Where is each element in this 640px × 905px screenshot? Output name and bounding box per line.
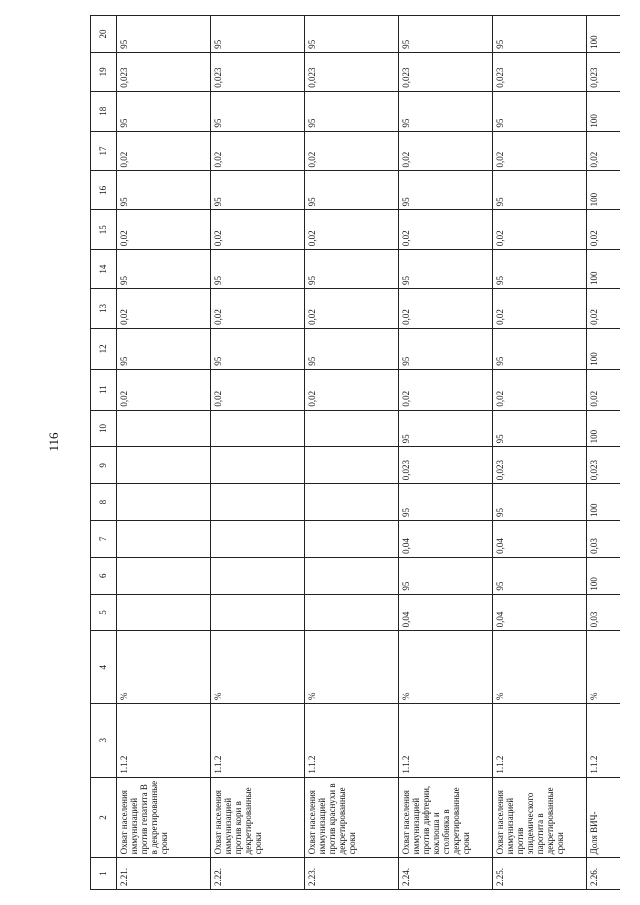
column-header: 6 xyxy=(91,557,117,594)
table-cell: 0,04 xyxy=(399,594,493,631)
column-header: 13 xyxy=(91,289,117,329)
table-cell: 95 xyxy=(117,91,211,131)
table-cell: 0,02 xyxy=(117,369,211,410)
table-cell: 95 xyxy=(117,328,211,369)
header-row xyxy=(91,16,117,890)
column-header: 9 xyxy=(91,447,117,484)
table-cell: 100 xyxy=(587,171,621,210)
data-table xyxy=(90,15,620,890)
table-cell: 0,04 xyxy=(493,594,587,631)
column-header: 15 xyxy=(91,210,117,250)
table-cell: 0,023 xyxy=(587,447,621,484)
table-row xyxy=(493,16,587,890)
table-cell: Охват населения иммунизацией против гепатита В в декретированные сроки xyxy=(117,777,211,858)
table-cell: 95 xyxy=(305,171,399,210)
table-cell xyxy=(117,447,211,484)
table-cell xyxy=(305,484,399,521)
table-cell: 95 xyxy=(117,16,211,53)
table-cell: 0,02 xyxy=(305,131,399,171)
table-cell: 0,02 xyxy=(399,210,493,250)
table-cell: 100 xyxy=(587,484,621,521)
table-cell: 0,02 xyxy=(399,289,493,329)
table-cell: 0,02 xyxy=(117,131,211,171)
column-header: 16 xyxy=(91,171,117,210)
table-cell: % xyxy=(493,631,587,704)
table-cell: 0,02 xyxy=(211,289,305,329)
table-cell: 1.1.2 xyxy=(493,703,587,777)
table-cell: 0,02 xyxy=(117,210,211,250)
column-header: 2 xyxy=(91,777,117,858)
table-cell: % xyxy=(305,631,399,704)
table-cell: 0,023 xyxy=(493,52,587,91)
column-header: 14 xyxy=(91,250,117,289)
table-cell: 95 xyxy=(305,250,399,289)
column-header: 11 xyxy=(91,369,117,410)
table-cell xyxy=(305,447,399,484)
table-cell: 0,02 xyxy=(211,210,305,250)
table-cell: 0,023 xyxy=(399,447,493,484)
table-cell: 0,02 xyxy=(399,131,493,171)
table-cell xyxy=(211,557,305,594)
table-cell: 95 xyxy=(399,171,493,210)
table-cell: 95 xyxy=(493,484,587,521)
table-cell: 0,023 xyxy=(399,52,493,91)
table-cell: 1.1.2 xyxy=(305,703,399,777)
table-cell xyxy=(117,410,211,447)
table-cell: 0,023 xyxy=(493,447,587,484)
table-cell: 0,02 xyxy=(587,369,621,410)
table-cell: % xyxy=(399,631,493,704)
table-cell: 2.24. xyxy=(399,858,493,890)
table-cell: 1.1.2 xyxy=(399,703,493,777)
table-cell: 100 xyxy=(587,557,621,594)
column-header: 17 xyxy=(91,131,117,171)
table-wrapper xyxy=(90,15,620,890)
table-cell xyxy=(211,594,305,631)
table-cell: 100 xyxy=(587,16,621,53)
table-cell xyxy=(211,410,305,447)
table-cell: 95 xyxy=(399,16,493,53)
table-cell xyxy=(117,521,211,558)
table-cell: 95 xyxy=(399,410,493,447)
column-header: 19 xyxy=(91,52,117,91)
table-cell: 0,02 xyxy=(493,289,587,329)
table-cell: 95 xyxy=(399,250,493,289)
table-cell xyxy=(117,557,211,594)
table-cell: 0,02 xyxy=(587,289,621,329)
table-cell: 95 xyxy=(493,16,587,53)
column-header: 3 xyxy=(91,703,117,777)
table-cell xyxy=(211,447,305,484)
table-cell: Охват населения иммунизацией против краснухи в декретированные сроки xyxy=(305,777,399,858)
table-cell xyxy=(305,594,399,631)
table-cell: 2.25. xyxy=(493,858,587,890)
table-cell: 0,02 xyxy=(211,131,305,171)
table-cell: 0,04 xyxy=(399,521,493,558)
table-cell: 0,02 xyxy=(211,369,305,410)
table-cell: 0,02 xyxy=(493,369,587,410)
table-cell xyxy=(305,410,399,447)
table-cell: 95 xyxy=(493,410,587,447)
table-cell xyxy=(211,484,305,521)
table-cell: 95 xyxy=(305,91,399,131)
table-row xyxy=(399,16,493,890)
table-cell xyxy=(211,521,305,558)
table-cell: 95 xyxy=(493,250,587,289)
table-cell: % xyxy=(117,631,211,704)
column-header: 1 xyxy=(91,858,117,890)
column-header: 18 xyxy=(91,91,117,131)
table-cell: 100 xyxy=(587,250,621,289)
table-cell: 0,02 xyxy=(305,369,399,410)
table-cell: 2.21. xyxy=(117,858,211,890)
table-cell: 0,02 xyxy=(587,210,621,250)
table-cell: 2.23. xyxy=(305,858,399,890)
table-cell: 95 xyxy=(305,16,399,53)
table-cell xyxy=(305,557,399,594)
table-cell: 1.1.2 xyxy=(117,703,211,777)
table-cell: 95 xyxy=(211,171,305,210)
table-cell: 0,03 xyxy=(587,594,621,631)
table-cell: 95 xyxy=(399,484,493,521)
table-cell: 95 xyxy=(211,16,305,53)
column-header: 5 xyxy=(91,594,117,631)
table-cell: 2.22. xyxy=(211,858,305,890)
table-cell: 0,02 xyxy=(493,131,587,171)
table-cell: 0,023 xyxy=(211,52,305,91)
table-cell: 0,02 xyxy=(305,289,399,329)
column-header: 20 xyxy=(91,16,117,53)
table-cell: 0,023 xyxy=(587,52,621,91)
table-cell: Охват населения иммунизацией против дифтерии, коклюша и столбняка в декретированные сроки xyxy=(399,777,493,858)
table-cell: 95 xyxy=(211,250,305,289)
table-cell: 0,02 xyxy=(117,289,211,329)
table-cell: 95 xyxy=(493,171,587,210)
table-cell: Охват населения иммунизацией против эпидемического паротита в декретированные сроки xyxy=(493,777,587,858)
table-cell: 0,023 xyxy=(305,52,399,91)
column-header: 4 xyxy=(91,631,117,704)
table-cell: % xyxy=(587,631,621,704)
table-cell: 0,04 xyxy=(493,521,587,558)
table-cell xyxy=(117,484,211,521)
table-cell: 100 xyxy=(587,410,621,447)
table-cell: 95 xyxy=(117,250,211,289)
page-number: 116 xyxy=(46,432,61,452)
table-cell xyxy=(117,594,211,631)
table-cell: 95 xyxy=(493,328,587,369)
table-cell: 0,023 xyxy=(117,52,211,91)
table-row xyxy=(587,16,621,890)
table-row xyxy=(305,16,399,890)
column-header: 10 xyxy=(91,410,117,447)
table-cell: 2.26. xyxy=(587,858,621,890)
table-row xyxy=(211,16,305,890)
table-cell: 95 xyxy=(493,91,587,131)
table-cell: 95 xyxy=(117,171,211,210)
table-cell: 0,02 xyxy=(399,369,493,410)
table-cell: 0,02 xyxy=(493,210,587,250)
table-cell xyxy=(305,521,399,558)
table-cell: 1.1.2 xyxy=(587,703,621,777)
table-cell: 0,03 xyxy=(587,521,621,558)
table-cell: 95 xyxy=(211,91,305,131)
table-cell: Охват населения иммунизацией против кори в декретированные сроки xyxy=(211,777,305,858)
table-cell: 95 xyxy=(399,557,493,594)
table-cell: 0,02 xyxy=(587,131,621,171)
table-cell: 95 xyxy=(305,328,399,369)
table-cell: % xyxy=(211,631,305,704)
table-cell: 100 xyxy=(587,328,621,369)
table-cell: 95 xyxy=(399,328,493,369)
table-cell: 100 xyxy=(587,91,621,131)
table-cell: 95 xyxy=(399,91,493,131)
rotated-table-area xyxy=(90,15,620,890)
column-header: 7 xyxy=(91,521,117,558)
table-row xyxy=(117,16,211,890)
table-cell: 0,02 xyxy=(305,210,399,250)
table-cell: 1.1.2 xyxy=(211,703,305,777)
table-cell: Доля ВИЧ- xyxy=(587,777,621,858)
column-header: 8 xyxy=(91,484,117,521)
table-cell: 95 xyxy=(211,328,305,369)
table-cell: 95 xyxy=(493,557,587,594)
column-header: 12 xyxy=(91,328,117,369)
